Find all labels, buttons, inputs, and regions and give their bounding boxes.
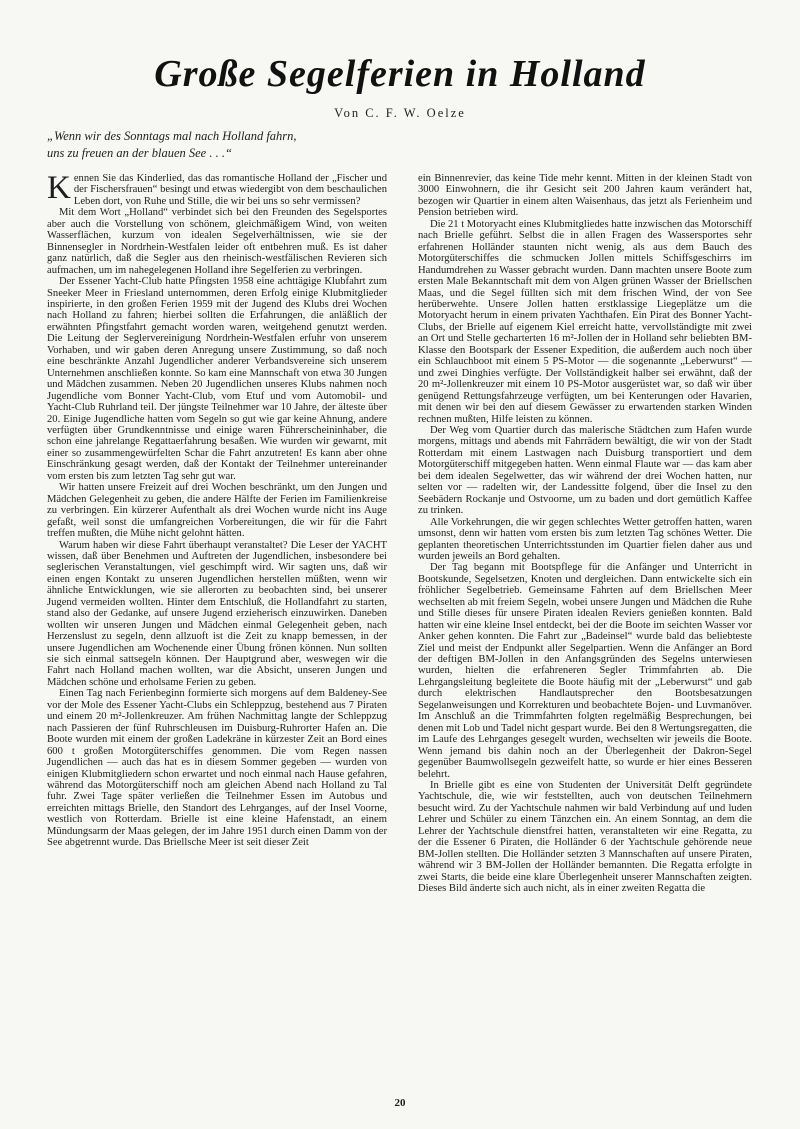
paragraph: Die 21 t Motoryacht eines Klubmitgliedes hatte inzwischen das Motorschiff nach Brielle geführt. Selbst die in allen Fragen des Wassersportes sehr erfahrenen Holländer staunten nicht wenig, als aus dem Bauch des Motorgüterschiffes die schmucken Jollen mittels Schiffsgeschirrs im Handumdrehen zu Wasser gebracht wurden. Dann machten unsere Boote zum ersten Male Bekanntschaft mit dem von Algen grünen Wasser der Briellschen Maas, und die Segel füllten sich mit dem frischen Wind, der von See herüberwehte. Unsere Jollen hatten erstklassige Liegeplätze um die Motoryacht herum in einem privaten Yachthafen. Ein Pirat des Bonner Yacht-Clubs, der Brielle auf eigenem Kiel erreicht hatte, vervollständigte mit zwei an Ort und Stelle gecharterten 16 m²-Jollen der in Holland sehr beliebten BM-Klasse den Bootspark der Essener Expedition, die außerdem auch noch über ein Schlauchboot mit einem 5 PS-Motor — die sogenannte „Leberwurst“ — und zwei Dinghies verfügte. Der Vollständigkeit halber sei erwähnt, daß der 20 m²-Jollenkreuzer mit einem 10 PS-Motor ausgerüstet war, so daß wir über genügend Rettungsfahrzeuge verfügten, um bei Kenterungen oder Havarien, mit denen wir bei den auf diesem Gewässer zu erwartenden starken Winden rechnen mußten, Hilfe leisten zu können. bbox=[418, 218, 752, 425]
paragraph: Wir hatten unsere Freizeit auf drei Wochen beschränkt, um den Jungen und Mädchen Gelegenheit zu geben, die andere Hälfte der Ferien im Familienkreise zu verbringen. Ein kürzerer Aufenthalt als drei Wochen wurde nicht ins Auge gefaßt, weil sonst die umfangreichen Vorbereitungen, die wir für die Fahrt treffen mußten, die Mühe nicht gelohnt hätten. bbox=[47, 482, 387, 540]
paragraph-text: ennen Sie das Kinderlied, das das romantische Holland der „Fischer und der Fischersfrauen“ besingt und etwas wiedergibt von dem beschaulichen Leben dort, von Ruhe und Stille, die wir bei uns so sehr vermissen? bbox=[73, 173, 387, 207]
paragraph: Mit dem Wort „Holland“ verbindet sich bei den Freunden des Segelsportes aber auch die Vorstellung von schönem, gleichmäßigem Wind, von weiten Wasserflächen, kurzum von idealen Segelverhältnissen, wie sie der Binnensegler in Nordrhein-Westfalen leider oft entbehren muß. Es ist daher ganz natürlich, daß die Segler aus den rheinisch-westfälischen Revieren sich aufmachen, um im nahegelegenen Holland ihre Segelferien zu verbringen. bbox=[47, 207, 387, 276]
motto-line: „Wenn wir des Sonntags mal nach Holland fahrn, bbox=[47, 129, 297, 143]
paragraph: Der Tag begann mit Bootspflege für die Anfänger und Unterricht in Bootskunde, Segelsetzen, Knoten und dergleichen. Dann entwickelte sich ein fröhlicher Segelbetrieb. Gemeinsame Fahrten auf dem Briellschen Meer wechselten ab mit freiem Segeln, wobei unsere Jungen und Mädchen die Ruhe und Stille dieses für unsere Piraten idealen Reviers genießen konnten. Bald hatten wir eine kleine Insel entdeckt, bei der die Boote im seichten Wasser vor Anker gehen konnten. Die Fahrt zur „Badeinsel“ wurde bald das beliebteste Ziel und meist der Endpunkt aller Segelpartien. Wenn die Anfänger an Bord der deftigen BM-Jollen in den Anfangsgründen des Segelns unterwiesen wurden, hielten die erfahreneren Segler Trimmfahrten ab. Die Lehrgangsleitung begleitete die Boote häufig mit der „Leberwurst“ und gab durch elektrischen Handlautsprecher den Bootsbesatzungen Segelanweisungen und Korrekturen und beobachtete Bojen- und Luvmanöver. Im Anschluß an die Trimmfahrten folgten regelmäßig Besprechungen, bei denen mit Lob und Tadel nicht gespart wurde. Bei den 8 Wertungsregatten, die im Laufe des Lehrganges gesegelt wurden, wechselten wir jeweils die Boote. Wenn jemand bis dahin noch an der Überlegenheit der Dakron-Segel gegenüber Baumwollsegeln gezweifelt hatte, so wurde er hier eines Besseren belehrt. bbox=[418, 562, 752, 780]
drop-cap: K bbox=[47, 173, 71, 206]
page-number: 20 bbox=[394, 1097, 406, 1109]
paragraph bbox=[47, 173, 387, 207]
article-byline: Von C. F. W. Oelze bbox=[334, 106, 466, 120]
paragraph: Der Essener Yacht-Club hatte Pfingsten 1958 eine achttägige Klubfahrt zum Sneeker Meer in Friesland unternommen, deren Erfolg einige Klubmitglieder inspirierte, in den großen Ferien 1959 mit der Jugend des Klubs drei Wochen nach Holland zu fahren; hierbei sollten die Erfahrungen, die anläßlich der erwähnten Pfingstfahrt gemacht worden waren, weitgehend genutzt werden. Die Leitung der Seglervereinigung Nordrhein-Westfalen erfuhr von unserem Vorhaben, und wir gaben deren Anregung unsere Zustimmung, so daß noch eine beschränkte Anzahl Jugendlicher anderer Verbandsvereine sich unserem Unternehmen anschließen konnte. So kam eine Mannschaft von etwa 30 Jungen und Mädchen zusammen. Neben 20 Jugendlichen unseres Klubs nahmen noch Jugendliche vom Bonner Yacht-Club, vom Etuf und vom Automobil- und Yacht-Club Ruhrland teil. Der jüngste Teilnehmer war 10 Jahre, der älteste über 20. Einige Jugendliche hatten vom Segeln so gut wie gar keine Ahnung, andere verfügten über Grundkenntnisse und einige waren Führerscheininhaber, die schon eine jahrelange Regattaerfahrung besaßen. Wie wurden wir gewarnt, mit einer so zusammengewürfelten Schar die Fahrt anzutreten! Es kann aber ohne Einschränkung gesagt werden, daß der Kontakt der Teilnehmer untereinander vom ersten bis zum letzten Tag sehr gut war. bbox=[47, 276, 387, 482]
paragraph: Einen Tag nach Ferienbeginn formierte sich morgens auf dem Baldeney-See vor der Mole des Essener Yacht-Clubs ein Schleppzug, bestehend aus 7 Piraten und einem 20 m²-Jollenkreuzer. Am frühen Nachmittag langte der Schleppzug nach Passieren der fünf Ruhrschleusen im Duisburg-Ruhrorter Hafen an. Die Boote wurden mit einem der großen Ladekräne in kürzester Zeit an Bord eines 600 t großen Motorgüterschiffes genommen. Die vom Regen nassen Jugendlichen — auch das hat es in diesem Sommer gegeben — wurden von einigen Klubmitgliedern schon erwartet und noch einmal nach Hause gefahren, während das Motorgüterschiff noch am gleichen Abend nach Holland zu Tal fuhr. Zwei Tage später verließen die Teilnehmer Essen im Autobus und erreichten mittags Brielle, den Standort des Lehrganges, auf der Insel Voorne, westlich von Rotterdam. Brielle ist eine kleine Hafenstadt, an einem Mündungsarm der Maas gelegen, der im Jahre 1951 durch einen Damm von der See abgetrennt wurde. Das Briellsche Meer ist seit dieser Zeit bbox=[47, 688, 387, 849]
right-column bbox=[418, 173, 752, 1093]
motto-line: uns zu freuen an der blauen See . . .“ bbox=[47, 146, 232, 160]
article-motto bbox=[47, 128, 747, 162]
paragraph: In Brielle gibt es eine von Studenten der Universität Delft gegründete Yachtschule, die, wie wir feststellten, auch von deutschen Teilnehmern besucht wird. Zu der Yachtschule nahmen wir bald Verbindung auf und luden Lehrer und Schüler zu einem Tänzchen ein. An einem Sonntag, an dem die Lehrer der Yachtschule dienstfrei hatten, veranstalteten wir eine Regatta, zu der die Essener 6 Piraten, die Holländer 6 der Yachtschule gehörende neue BM-Jollen stellten. Die Holländer setzten 3 Mannschaften auf unsere Piraten, während wir 3 BM-Jollen der Holländer bemannten. Die Regatta erfolgte in zwei Starts, die beide eine klare Überlegenheit unserer Mannschaften zeigten. Dieses Bild änderte sich auch nicht, als in einer zweiten Regatta die bbox=[418, 780, 752, 895]
paragraph: Alle Vorkehrungen, die wir gegen schlechtes Wetter getroffen hatten, waren umsonst, denn wir hatten vom ersten bis zum letzten Tag schönes Wetter. Die geplanten theoretischen Unterrichtsstunden im Quartier fielen daher aus und wurden jeweils an Bord gehalten. bbox=[418, 516, 752, 562]
paragraph: ein Binnenrevier, das keine Tide mehr kennt. Mitten in der kleinen Stadt von 3000 Einwohnern, die ihr Gesicht seit 200 Jahren kaum verändert hat, bezogen wir Quartier in einem alten Waisenhaus, das jetzt als Ferienheim und Pension betrieben wird. bbox=[418, 173, 752, 219]
left-column bbox=[47, 173, 387, 1093]
article-title: Große Segelferien in Holland bbox=[154, 53, 646, 95]
paragraph: Warum haben wir diese Fahrt überhaupt veranstaltet? Die Leser der YACHT wissen, daß über Benehmen und Auftreten der Jugendlichen, insbesondere bei seglerischen Veranstaltungen, viel geschimpft wird. Wir sagten uns, daß wir einen engen Kontakt zu unseren Jugendlichen herstellen müßten, wenn wir ähnliche Entwicklungen, wie sie allerorten zu beobachten sind, bei unserer Jugend vermeiden wollten. Hinter dem Entschluß, die Hollandfahrt zu starten, stand also der Gedanke, auf unsere Jugend erzieherisch einzuwirken. Daneben wollten wir unseren Jungen und Mädchen einmal Gelegenheit geben, nach Herzenslust zu segeln, denn allzuoft ist die Zeit zu knapp bemessen, in der unsere Jugendlichen am Wochenende einer Übung frönen können. Nun sollten sie sich einmal sattsegeln können. Der Hauptgrund aber, weswegen wir die Fahrt nach Holland machen wollten, war die Absicht, unseren Jungen und Mädchen schöne und erholsame Ferien zu geben. bbox=[47, 539, 387, 688]
paragraph: Der Weg vom Quartier durch das malerische Städtchen zum Hafen wurde morgens, mittags und abends mit Fahrrädern bewältigt, die wir von der Stadt Rotterdam mit einem Lastwagen nach Duisburg transportiert und dem Motorgüterschiff mitgegeben hatten. Wenn einmal Flaute war — das kam aber bei dem idealen Segelwetter, das wir während der drei Wochen hatten, nur selten vor — radelten wir, der Landessitte folgend, über die Insel zu den Seebädern Rockanje und Ostvoorne, um zu baden und dort gemütlich Kaffee zu trinken. bbox=[418, 424, 752, 517]
